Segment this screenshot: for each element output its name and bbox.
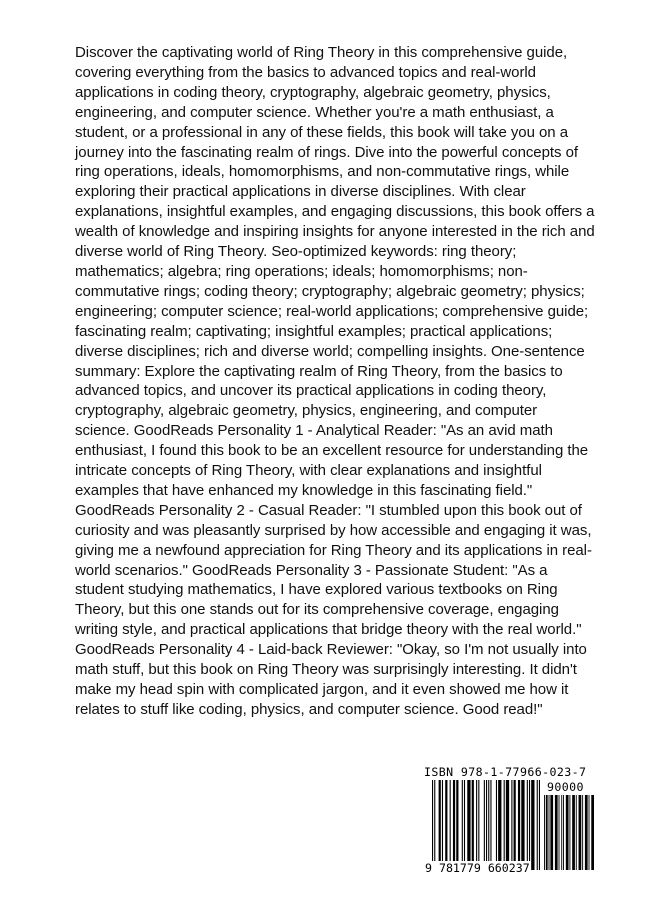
barcode-bar <box>511 780 512 870</box>
barcode-bar <box>445 780 447 870</box>
barcode-bar <box>434 780 435 870</box>
barcode-digits: 9 781779 660237 <box>425 861 530 875</box>
isbn-barcode-block <box>422 765 602 885</box>
barcode-bar <box>442 780 443 870</box>
barcode-bar <box>450 780 451 870</box>
barcode-bar <box>529 780 530 870</box>
isbn-label: ISBN 978-1-77966-023-7 <box>424 765 587 779</box>
barcode-bar <box>521 780 524 870</box>
barcode-bar <box>462 780 463 870</box>
addon-bar <box>576 795 577 870</box>
barcode-bar <box>490 780 491 870</box>
addon-bar <box>546 795 548 870</box>
barcode-bar <box>537 780 538 870</box>
barcode-bar <box>478 780 479 870</box>
addon-bar <box>579 795 582 870</box>
barcode-bar <box>484 780 485 870</box>
barcode-bar <box>464 780 465 870</box>
price-code: 90000 <box>547 780 584 794</box>
barcode-bar <box>506 780 509 870</box>
barcode-bar <box>488 780 489 870</box>
addon-bar <box>585 795 588 870</box>
addon-bar <box>544 795 545 870</box>
addon-bar <box>582 795 583 870</box>
addon-bar <box>572 795 575 870</box>
addon-bar <box>559 795 560 870</box>
barcode-bar <box>476 780 477 870</box>
barcode-bar <box>467 780 470 870</box>
barcode-bar <box>432 780 433 870</box>
addon-bar <box>569 795 570 870</box>
barcode-bar <box>496 780 497 870</box>
addon-bar <box>555 795 558 870</box>
ean-barcode <box>432 780 540 870</box>
addon-bar <box>549 795 550 870</box>
addon-bar <box>550 795 553 870</box>
barcode-bar <box>453 780 455 870</box>
barcode-bar <box>527 780 528 870</box>
addon-bar <box>563 795 564 870</box>
barcode-bar <box>531 780 534 870</box>
book-description: Discover the captivating world of Ring Theory in this comprehensive guide, covering everything from the basics to advanced topics and real-world applications in coding theory, cryptography, algebraic geometry, physics, engineering, and computer science. Whether you're a math enthusiast, a student, or a professional in any of these fields, this book will take you on a journey into the fascinating realm of rings. Dive into the powerful concepts of ring operations, ideals, homomorphisms, and non-commutative rings, while exploring their practical applications in diverse disciplines. With clear explanations, insightful examples, and engaging discussions, this book offers a wealth of knowledge and inspiring insights for anyone interested in the rich and diverse world of Ring Theory. Seo-optimized keywords: ring theory; mathematics; algebra; ring operations; ideals; homomorphisms; non-commutative rings; coding theory; cryptography; algebraic geometry; physics; engineering; computer science; real-world applications; comprehensive guide; fascinating realm; captivating; insightful examples; practical applications; diverse disciplines; rich and diverse world; compelling insights. One-sentence summary: Explore the captivating realm of Ring Theory, from the basics to advanced topics, and uncover its practical applications in coding theory, cryptography, algebraic geometry, physics, engineering, and computer science. GoodReads Personality 1 - Analytical Reader: "As an avid math enthusiast, I found this book to be an excellent resource for understanding the intricate concepts of Ring Theory, with clear explanations and insightful examples that have enhanced my knowledge in this fascinating field." GoodReads Personality 2 - Casual Reader: "I stumbled upon this book out of curiosity and was pleasantly surprised by how accessible and engaging it was, giving me a newfound appreciation for Ring Theory and its applications in real-world scenarios." GoodReads Personality 3 - Passionate Student: "As a student studying mathematics, I have explored various textbooks on Ring Theory, but this one stands out for its comprehensive coverage, engaging writing style, and practical applications that bridge theory with the real world." GoodReads Personality 4 - Laid-back Reviewer: "Okay, so I'm not usually into math stuff, but this book on Ring Theory was surprisingly interesting. It didn't make my head spin with complicated jargon, and it even showed me how it relates to stuff like coding, physics, and computer science. Good read!" <box>75 44 595 718</box>
addon-bar <box>566 795 569 870</box>
barcode-bar <box>439 780 441 870</box>
addon-bar <box>561 795 562 870</box>
barcode-bar <box>518 780 520 870</box>
barcode-bar <box>514 780 516 870</box>
barcode-bar <box>498 780 501 870</box>
barcode-bar <box>472 780 474 870</box>
addon-bar <box>591 795 594 870</box>
barcode-bar <box>504 780 505 870</box>
barcode-bar <box>456 780 458 870</box>
addon-bar <box>589 795 590 870</box>
addon-barcode <box>544 795 594 870</box>
barcode-bar <box>486 780 487 870</box>
barcode-bar <box>539 780 540 870</box>
